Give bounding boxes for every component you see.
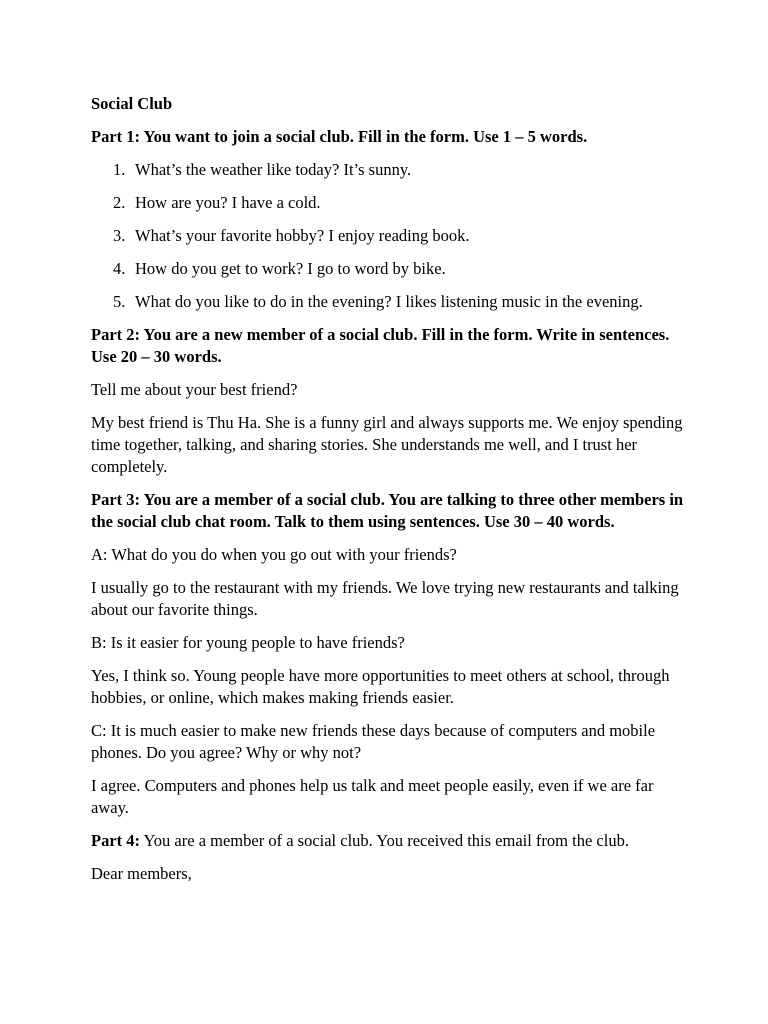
part3-answer-b: Yes, I think so. Young people have more opportunities to meet others at school, through hobbies, or online, which makes making friends easier. [91,666,670,707]
list-number: 2. [113,193,126,212]
email-greeting: Dear members, [91,864,192,883]
part4-label: Part 4: [91,831,141,850]
part2-question: Tell me about your best friend? [91,380,298,399]
part3-question-b: B: Is it easier for young people to have friends? [91,633,405,652]
list-item [91,225,691,247]
list-number: 3. [113,226,126,245]
list-text: How do you get to work? I go to word by bike. [135,259,446,278]
list-item [91,291,691,313]
part3-question-c: C: It is much easier to make new friends these days because of computers and mobile phones. Do you agree? Why or why not? [91,721,656,762]
list-item [91,258,691,280]
part2-heading: Part 2: You are a new member of a social club. Fill in the form. Write in sentences. Use 20 – 30 words. [91,325,670,366]
list-item [91,159,691,181]
list-text: What’s the weather like today? It’s sunny. [135,160,412,179]
part3-question-a: A: What do you do when you go out with your friends? [91,545,457,564]
list-text: How are you? I have a cold. [135,193,321,212]
part3-heading: Part 3: You are a member of a social club. You are talking to three other members in the social club chat room. Talk to them using sentences. Use 30 – 40 words. [91,490,684,531]
part4-paragraph [91,830,691,852]
part3-answer-c: I agree. Computers and phones help us talk and meet people easily, even if we are far away. [91,776,654,817]
list-number: 4. [113,259,126,278]
list-text: What do you like to do in the evening? I likes listening music in the evening. [135,292,643,311]
list-number: 5. [113,292,126,311]
list-text: What’s your favorite hobby? I enjoy reading book. [135,226,470,245]
part3-answer-a: I usually go to the restaurant with my friends. We love trying new restaurants and talking about our favorite things. [91,578,679,619]
list-number: 1. [113,160,126,179]
part4-text: You are a member of a social club. You received this email from the club. [140,831,629,850]
document-title: Social Club [91,94,173,113]
part1-list [91,159,691,313]
part1-heading: Part 1: You want to join a social club. Fill in the form. Use 1 – 5 words. [91,127,588,146]
list-item [91,192,691,214]
document-page [91,93,691,896]
part2-answer: My best friend is Thu Ha. She is a funny girl and always supports me. We enjoy spending time together, talking, and sharing stories. She understands me well, and I trust her completely. [91,413,683,476]
